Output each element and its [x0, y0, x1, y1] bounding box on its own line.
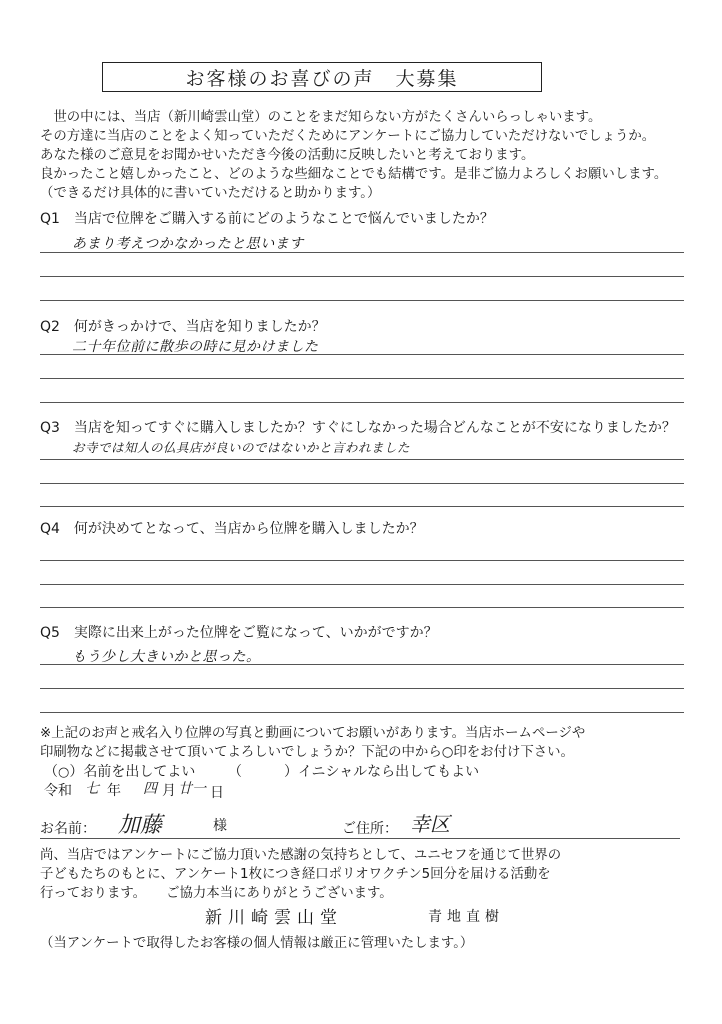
- answer-line: [40, 252, 684, 253]
- date-era: 令和: [44, 783, 72, 799]
- question-4: Q4 何が決めてとなって、当店から位牌を購入しましたか？: [40, 521, 424, 537]
- intro-line-3: あなた様のご意見をお聞かせいただき今後の活動に反映したいと考えております。: [40, 148, 535, 163]
- address-value[interactable]: 幸区: [410, 812, 450, 836]
- answer-line: [40, 276, 684, 277]
- date-year-label: 年: [107, 783, 121, 799]
- date-day-value[interactable]: 廿一: [178, 781, 206, 797]
- date-month-value[interactable]: 四: [143, 781, 157, 797]
- answer-line: [40, 354, 684, 355]
- question-2: Q2 何がきっかけで、当店を知りましたか？: [40, 319, 326, 335]
- permission-line-1: ※上記のお声と戒名入り位牌の写真と動画についてお願いがあります。当店ホームページや: [40, 726, 586, 741]
- answer-line: [40, 506, 684, 507]
- name-label: お名前：: [40, 821, 96, 837]
- option-name-ok-label: ）名前を出してよい: [69, 764, 196, 780]
- answer-line: [40, 402, 684, 403]
- survey-title: お客様のお喜びの声 大募集: [102, 62, 542, 92]
- answer-line: [40, 664, 684, 665]
- answer-line: [40, 607, 684, 608]
- answer-2[interactable]: 二十年位前に散歩の時に見かけました: [72, 339, 319, 355]
- intro-line-1: 世の中には、当店（新川崎雲山堂）のことをまだ知らない方がたくさんいらっしゃいます。: [40, 110, 602, 125]
- question-1: Q1 当店で位牌をご購入する前にどのようなことで悩んでいましたか？: [40, 211, 494, 227]
- shop-name: 新川崎雲山堂: [205, 908, 343, 928]
- privacy-note: （当アンケートで取得したお客様の個人情報は厳正に管理いたします。）: [40, 936, 474, 951]
- answer-5[interactable]: もう少し大きいかと思った。: [72, 649, 261, 665]
- question-5: Q5 実際に出来上がった位牌をご覧になって、いかがですか？: [40, 625, 438, 641]
- permission-line-2: 印刷物などに掲載させて頂いてよろしいでしょうか？下記の中から○印をお付け下さい。: [40, 745, 574, 760]
- answer-line: [40, 584, 684, 585]
- question-3: Q3 当店を知ってすぐに購入しましたか？すぐにしなかった場合どんなことが不安になりましたか？: [40, 420, 676, 436]
- option-open-paren: （: [44, 764, 58, 780]
- answer-1[interactable]: あまり考えつかなかったと思います: [72, 236, 304, 252]
- owner-name: 青地直樹: [428, 909, 504, 925]
- footer-line-3: 行っております。 ご協力本当にありがとうございます。: [40, 886, 393, 901]
- answer-line: [40, 712, 684, 713]
- intro-line-5: （できるだけ具体的に書いていただけると助かります。）: [40, 186, 381, 201]
- date-month-label: 月: [162, 783, 176, 799]
- date-day-label: 日: [210, 785, 224, 801]
- answer-line: [40, 378, 684, 379]
- answer-3[interactable]: お寺では知人の仏具店が良いのではないかと言われました: [72, 440, 411, 455]
- name-suffix: 様: [213, 818, 227, 834]
- answer-line: [40, 459, 684, 460]
- intro-line-4: 良かったこと嬉しかったこと、どのような些細なことでも結構です。是非ご協力よろしくお願いします。: [40, 167, 668, 182]
- address-label: ご住所：: [342, 821, 398, 837]
- option-mark: ○: [58, 765, 70, 780]
- answer-line: [40, 300, 684, 301]
- answer-line: [40, 688, 684, 689]
- name-value[interactable]: 加藤: [118, 813, 163, 838]
- footer-line-2: 子どもたちのもとに、アンケート1枚につき経口ポリオワクチン5回分を届ける活動を: [40, 867, 551, 882]
- footer-line-1: 尚、当店ではアンケートにご協力頂いた感謝の気持ちとして、ユニセフを通じて世界の: [40, 848, 562, 863]
- name-address-underline: [40, 838, 680, 839]
- answer-line: [40, 483, 684, 484]
- answer-line: [40, 560, 684, 561]
- option-initials-ok[interactable]: （ ）イニシャルなら出してもよい: [228, 764, 480, 780]
- date-year-value[interactable]: 七: [85, 781, 99, 797]
- intro-line-2: その方達に当店のことをよく知っていただくためにアンケートにご協力していただけないでしょうか。: [40, 129, 656, 144]
- option-name-ok[interactable]: [44, 761, 195, 781]
